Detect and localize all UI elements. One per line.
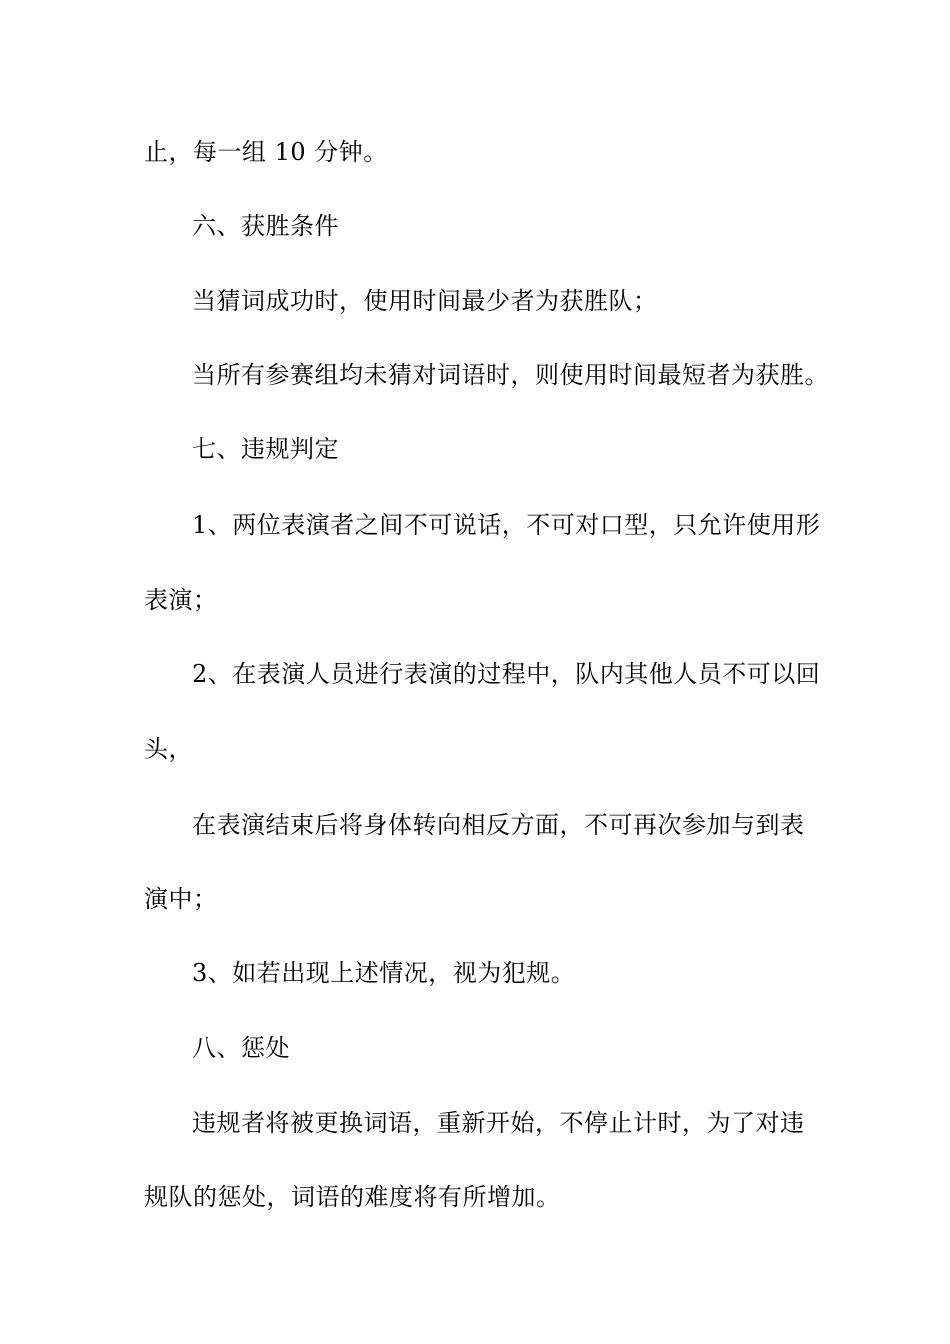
paragraph-continuation: 规队的惩处，词语的难度将有所增加。 bbox=[144, 1183, 561, 1211]
section-heading-eight: 八、惩处 bbox=[192, 1034, 290, 1062]
paragraph-continuation: 止，每一组 10 分钟。 bbox=[144, 138, 388, 166]
paragraph-continuation: 头， bbox=[144, 735, 193, 763]
paragraph-continuation: 表演； bbox=[144, 586, 218, 614]
paragraph-line: 2、在表演人员进行表演的过程中，队内其他人员不可以回 bbox=[192, 660, 821, 688]
paragraph-line: 1、两位表演者之间不可说话，不可对口型，只允许使用形 bbox=[192, 511, 821, 539]
paragraph-line: 3、如若出现上述情况，视为犯规。 bbox=[192, 959, 576, 987]
section-heading-six: 六、获胜条件 bbox=[192, 212, 339, 240]
paragraph-line: 当猜词成功时，使用时间最少者为获胜队； bbox=[192, 287, 658, 315]
paragraph-continuation: 演中； bbox=[144, 885, 218, 913]
section-heading-seven: 七、违规判定 bbox=[192, 435, 339, 463]
paragraph-line: 违规者将被更换词语，重新开始，不停止计时，为了对违 bbox=[192, 1109, 805, 1137]
paragraph-line: 当所有参赛组均未猜对词语时，则使用时间最短者为获胜。 bbox=[192, 361, 829, 389]
paragraph-line: 在表演结束后将身体转向相反方面，不可再次参加与到表 bbox=[192, 811, 805, 839]
